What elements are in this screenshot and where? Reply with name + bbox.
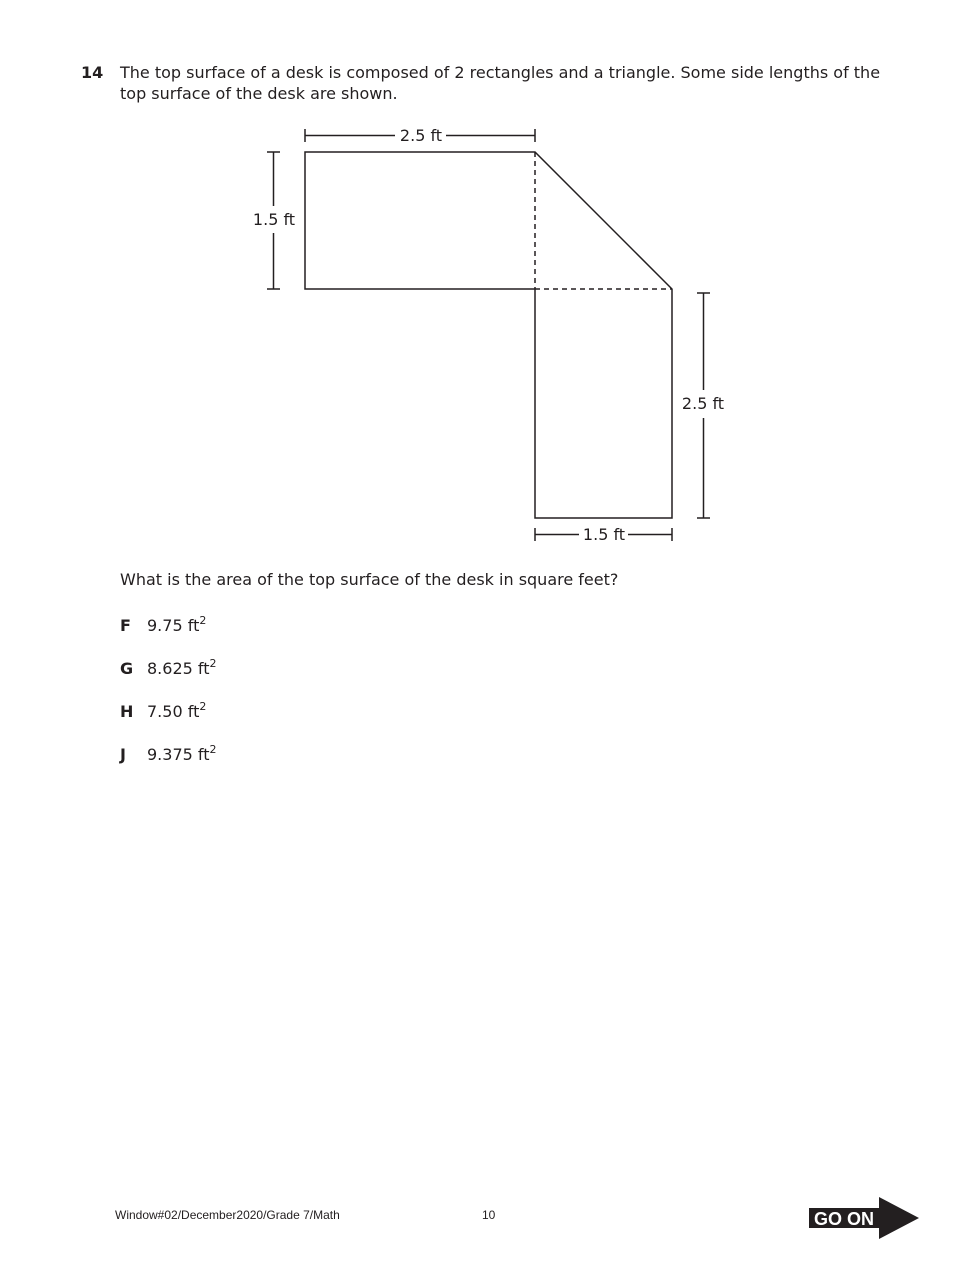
question-prompt: What is the area of the top surface of the desk in square feet? xyxy=(120,570,619,589)
choice-exponent: 2 xyxy=(199,613,207,627)
go-on-arrow-icon[interactable] xyxy=(809,1197,919,1239)
answer-choice-j[interactable] xyxy=(120,744,217,765)
left-height-label: 1.5 ft xyxy=(252,210,296,229)
question-text: The top surface of a desk is composed of 2 rectangles and a triangle. Some side lengths of the top surface of the desk are shown. xyxy=(120,63,881,103)
answer-choice-h[interactable] xyxy=(120,701,206,722)
choice-letter: F xyxy=(120,616,131,635)
answer-choice-g[interactable] xyxy=(120,658,217,679)
choice-exponent: 2 xyxy=(199,699,207,713)
top-width-label: 2.5 ft xyxy=(399,126,443,145)
footer-document-id: Window#02/December2020/Grade 7/Math xyxy=(115,1208,340,1222)
choice-letter: G xyxy=(120,659,134,678)
choice-value: 9.375 ft xyxy=(147,745,210,764)
desk-diagram xyxy=(0,0,979,560)
choice-letter: H xyxy=(120,702,134,721)
go-on-label: GO ON xyxy=(814,1209,875,1229)
answer-choice-f[interactable] xyxy=(120,615,206,636)
choice-value: 8.625 ft xyxy=(147,659,210,678)
question-number: 14 xyxy=(81,63,104,82)
bottom-width-label: 1.5 ft xyxy=(582,525,626,544)
right-height-label: 2.5 ft xyxy=(681,394,725,413)
choice-exponent: 2 xyxy=(209,656,217,670)
choice-value: 9.75 ft xyxy=(147,616,200,635)
page-number: 10 xyxy=(482,1208,496,1222)
choice-exponent: 2 xyxy=(209,742,217,756)
desk-outline xyxy=(305,152,672,518)
choice-letter: J xyxy=(120,745,126,764)
choice-value: 7.50 ft xyxy=(147,702,200,721)
